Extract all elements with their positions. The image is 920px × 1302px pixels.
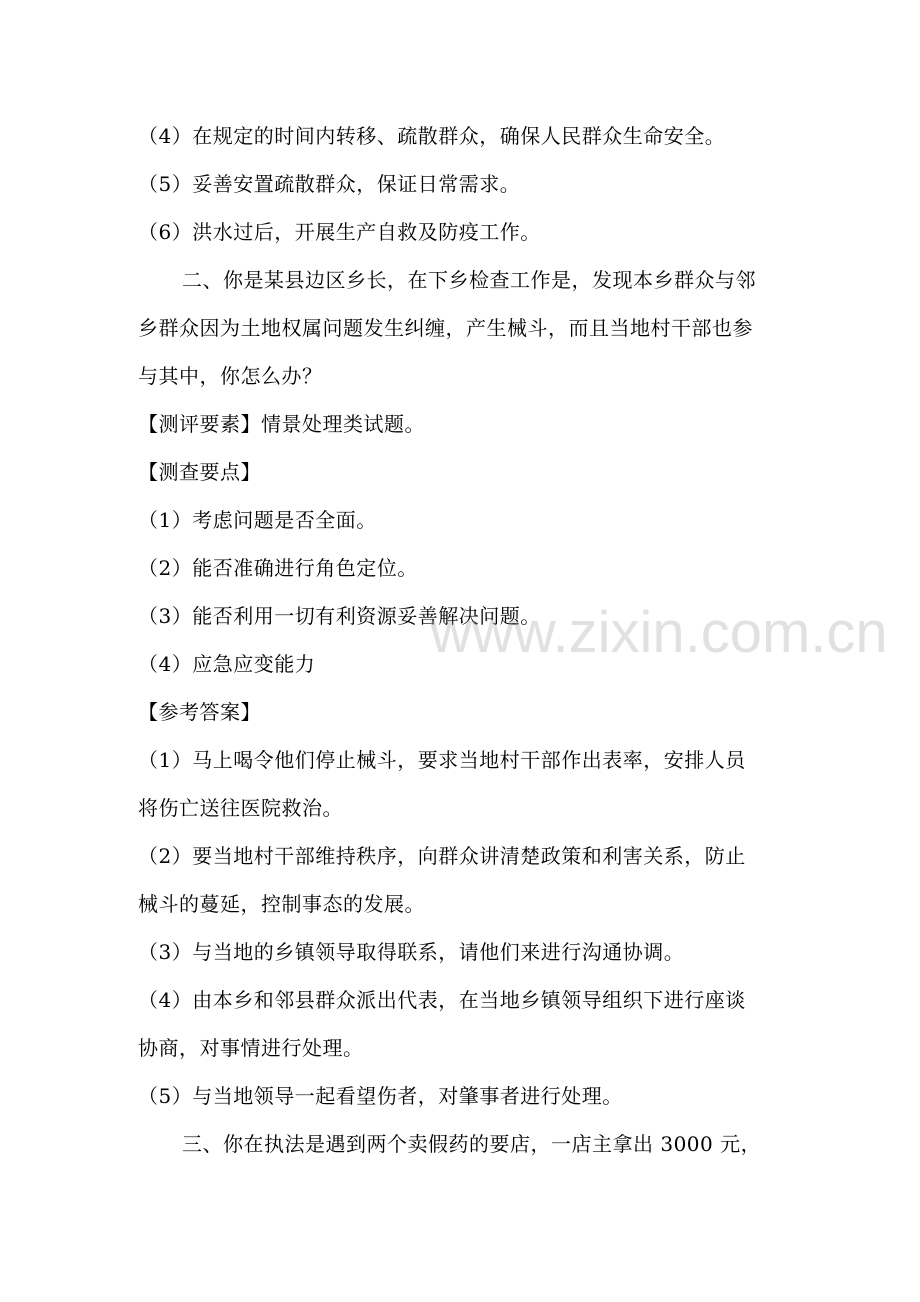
text-line: 与其中，你怎么办？ xyxy=(138,364,323,388)
question-heading-line: 二、你是某县边区乡长，在下乡检查工作是，发现本乡群众与邻 xyxy=(182,268,756,292)
text-line: 乡群众因为土地权属问题发生纠缠，产生械斗，而且当地村干部也参 xyxy=(138,316,753,340)
text-line: 械斗的蔓延，控制事态的发展。 xyxy=(138,892,425,916)
text-line: 协商，对事情进行处理。 xyxy=(138,1036,364,1060)
list-item: （3）与当地的乡镇领导取得联系，请他们来进行沟通协调。 xyxy=(138,940,685,964)
text-line: （6）洪水过后，开展生产自救及防疫工作。 xyxy=(138,220,541,244)
watermark-text: www.zixin.com.cn xyxy=(430,600,888,665)
question-heading-line: 三、你在执法是遇到两个卖假药的要店，一店主拿出 3000 元， xyxy=(182,1132,762,1156)
list-item: （2）能否准确进行角色定位。 xyxy=(138,556,418,580)
text-line: （5）妥善安置疏散群众，保证日常需求。 xyxy=(138,172,521,196)
text-line: （4）在规定的时间内转移、疏散群众，确保人民群众生命安全。 xyxy=(138,124,726,148)
list-item: （2）要当地村干部维持秩序，向群众讲清楚政策和利害关系，防止 xyxy=(138,844,746,868)
list-item: （4）应急应变能力 xyxy=(138,652,316,676)
list-item: （4）由本乡和邻县群众派出代表，在当地乡镇领导组织下进行座谈 xyxy=(138,988,746,1012)
section-label-line: 【参考答案】 xyxy=(138,700,261,724)
list-item: （1）马上喝令他们停止械斗，要求当地村干部作出表率，安排人员 xyxy=(138,748,746,772)
text-line: 将伤亡送往医院救治。 xyxy=(138,796,343,820)
list-item: （3）能否利用一切有利资源妥善解决问题。 xyxy=(138,604,541,628)
section-label-line: 【测评要素】情景处理类试题。 xyxy=(138,412,425,436)
list-item: （5）与当地领导一起看望伤者，对肇事者进行处理。 xyxy=(138,1084,623,1108)
list-item: （1）考虑问题是否全面。 xyxy=(138,508,377,532)
section-label-line: 【测查要点】 xyxy=(138,460,261,484)
